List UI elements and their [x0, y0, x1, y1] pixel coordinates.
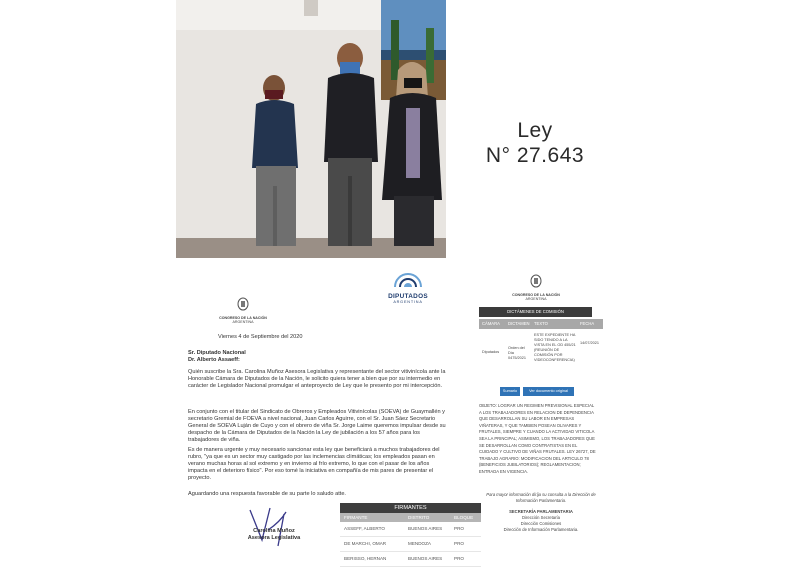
signers-table	[340, 503, 481, 567]
firmante-bloc: PRO	[454, 556, 464, 561]
diputados-logo	[385, 271, 431, 304]
signers-table-title: FIRMANTES	[340, 503, 481, 513]
diputados-label: DIPUTADOS	[388, 293, 428, 300]
dictamen-institution-sub: ARGENTINA	[525, 297, 547, 301]
secretaria-title: SECRETARÍA PARLAMENTARIA	[509, 509, 573, 514]
view-original-document-button[interactable]: Ver documento original	[523, 387, 574, 396]
firmante-bloc: PRO	[454, 526, 464, 531]
secretaria-line-1: Dirección Secretaría	[522, 515, 560, 520]
letter-institution-sub: ARGENTINA	[232, 320, 254, 324]
firmante-bloc: PRO	[454, 541, 464, 546]
firmante-name: BERISSO, HERNAN	[344, 556, 387, 561]
law-title	[470, 118, 600, 168]
firmante-district: BUENOS AIRES	[408, 556, 443, 561]
table-row	[340, 537, 481, 552]
letter-recipient	[188, 350, 246, 364]
recipient-line-1: Sr. Diputado Nacional	[188, 350, 246, 356]
dictamen-row	[479, 333, 603, 375]
argentina-label: ARGENTINA	[393, 300, 423, 304]
signer-name: Carolina Muñoz	[253, 528, 295, 534]
letter-paragraph-3: Es de manera urgente y muy necesario sancionar esta ley que beneficiará a muchos trabajadores del rubro, "ya que es un sector muy castigado por las inclemencias climáticas; los empleados pasan en verano muchas horas al sol extremo y en invierno al frío extremo, lo que con el pasar de los años impacta en el deterioro físico". Por eso tomé la iniciativa en compañía de mis pares de presentar el proyecto.	[188, 447, 440, 481]
law-title-line1: Ley	[517, 119, 553, 142]
handwritten-signature	[240, 500, 310, 550]
dictamen-fecha: 14/07/2021	[580, 341, 600, 345]
letter-header-crest	[218, 297, 268, 324]
letter-paragraph-2: En conjunto con el titular del Sindicato de Obreros y Empleados Vitivinícolas (SOEVA) de Guaymallén y secretario Gremial de FOEVA a nivel nacional, Juan Carlos Aguirre, con el Sr. Juan Sáez Secretario General de SOEVA Luján de Cuyo y con el obrero de viña Sr. Jorge Laime queremos impulsar desde su despacho de la Cámara de Diputados de la Nación la Ley de jubilación a los 57 años para los trabajadores de viña.	[188, 409, 446, 443]
sumario-button[interactable]: Sumario	[500, 387, 520, 396]
signer-role: Asesora Legislativa	[247, 535, 301, 541]
letter-date: Viernes 4 de Septiembre del 2020	[218, 334, 303, 340]
dictamen-table-header	[479, 319, 603, 329]
dictamen-header-crest	[508, 274, 564, 301]
coat-of-arms-icon	[237, 297, 249, 311]
col-distrito: DISTRITO	[408, 515, 430, 520]
diputados-emblem-icon	[393, 271, 423, 287]
firmante-name: ASSEFF, ALBERTO	[344, 526, 385, 531]
table-row	[340, 552, 481, 567]
firmante-name: DE MARCHI, OMAR	[344, 541, 387, 546]
coat-of-arms-icon	[530, 274, 542, 288]
col-texto: TEXTO	[534, 321, 548, 326]
col-firmante: FIRMANTE	[344, 515, 368, 520]
firmante-district: MENDOZA	[408, 541, 431, 546]
col-bloque: BLOQUE	[454, 515, 474, 520]
secretaria-line-3: Dirección de Información Parlamentaria.	[503, 527, 579, 532]
col-camara: CÁMARA	[482, 321, 500, 326]
dictamen-objeto: OBJETO: LOGRAR UN REGIMEN PREVISIONAL ESPECIAL A LOS TRABAJADORES EN RELACION DE DEPENDENCIA QUE DESARROLLAN SU LABOR EN EMPRESAS VIÑATERAS, Y QUE TAMBIEN POSEAN OLIVARES Y FRUTALES, SIEMPRE Y CUANDO LA ACTIVIDAD VITICOLA SEA LA PRINCIPAL; ASIMISMO, LOS TRABAJADORES QUE SE DESARROLLAN COMO CONTRATISTAS EN EL CUIDADO Y CULTIVO DE VIÑAS FRUTALES. LEY 26727, DE TRABAJO AGRARIO: MODIFICACION DEL ARTICULO 78 (BENEFICIOS JUBILATORIOS); REGLAMENTACION; ENTRADA EN VIGENCIA.	[479, 403, 596, 474]
letter-institution: CONGRESO DE LA NACIÓN	[219, 316, 267, 320]
law-title-number: N° 27.643	[485, 144, 585, 167]
dictamen-institution: CONGRESO DE LA NACIÓN	[512, 293, 560, 297]
dictamen-footer	[479, 492, 603, 533]
recipient-line-2: Dr. Alberto Assaeff:	[188, 357, 240, 363]
table-row	[340, 522, 481, 537]
signer-block	[244, 528, 304, 542]
col-fecha: FECHA	[580, 321, 595, 326]
letter-paragraph-1: Quién suscribe la Sra. Carolina Muñoz Asesora Legislativa y representante del sector vitivinícola ante la Honorable Cámara de Diputados de la Nación, le solicito quiera tener a bien que por su intermedio en carácter de Legislador Nacional promulgar el anteproyecto de Ley que le presento por mi intercepción.	[188, 369, 446, 389]
col-dictamen: DICTAMEN	[508, 321, 530, 326]
dictamen-orden: Orden del Día 0475/2021	[508, 346, 526, 360]
photo-three-people	[176, 0, 446, 258]
dictamen-texto: ESTE EXPEDIENTE HA SIDO TENIDO A LA VISTA EN EL OD 455/21 (REUNIÓN DE COMISIÓN POR VIDEOCONFERENCIA)	[534, 333, 576, 362]
letter-paragraph-4: Aguardando una respuesta favorable de su parte lo saludo atte.	[188, 491, 346, 497]
firmante-district: BUENOS AIRES	[408, 526, 443, 531]
signers-table-header	[340, 513, 481, 522]
secretaria-line-2: Dirección Comisiones	[520, 521, 562, 526]
info-note: Para mayor información diríja su consulta a la Dirección de Información Parlamentaria.	[486, 492, 596, 503]
dictamen-camara: Diputados	[482, 350, 500, 354]
dictamen-title: DICTÁMENES DE COMISIÓN	[479, 307, 592, 317]
